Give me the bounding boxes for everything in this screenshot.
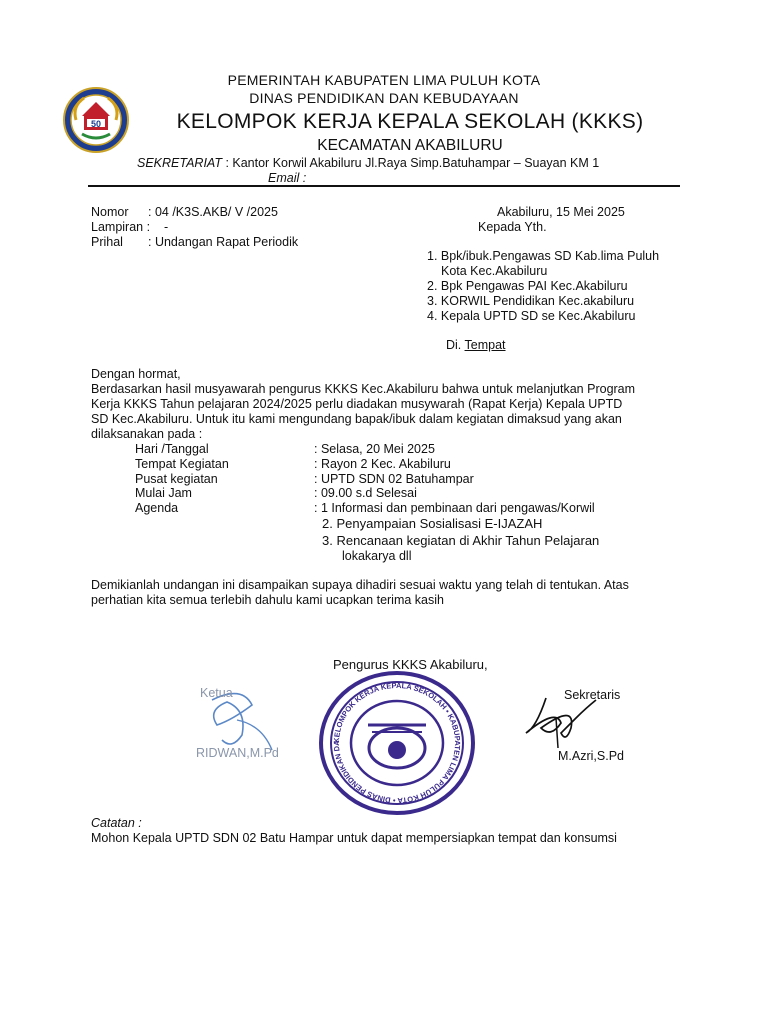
agenda-item: 2. Penyampaian Sosialisasi E-IJAZAH xyxy=(322,516,543,531)
recipient-line: 4. Kepala UPTD SD se Kec.Akabiluru xyxy=(427,309,636,323)
recipient-line: Kota Kec.Akabiluru xyxy=(441,264,548,278)
logo-number: 50 xyxy=(90,119,102,129)
header-government: PEMERINTAH KABUPATEN LIMA PULUH KOTA xyxy=(227,72,541,88)
di-tempat xyxy=(446,338,506,352)
stamp-ring-text: KELOMPOK KERJA KEPALA SEKOLAH • KABUPATEN LIMA PULUH KOTA • DINAS PENDIDIKAN DA xyxy=(331,680,463,806)
detail-label: Hari /Tanggal xyxy=(135,442,209,456)
recipient-line: 3. KORWIL Pendidikan Kec.akabiluru xyxy=(427,294,635,308)
greeting: Dengan hormat, xyxy=(91,367,181,381)
paragraph-line: Kerja KKKS Tahun pelajaran 2024/2025 perlu diadakan musywarah (Rapat Kerja) Kepala UPTD xyxy=(91,397,623,411)
secretariat-address: : Kantor Korwil Akabiluru Jl.Raya Simp.Batuhampar – Suayan KM 1 xyxy=(221,156,600,170)
agenda-item: 3. Rencanaan kegiatan di Akhir Tahun Pelajaran xyxy=(322,533,600,548)
paragraph-line: dilaksanakan pada : xyxy=(91,427,203,441)
header-department: DINAS PENDIDIKAN DAN KEBUDAYAAN xyxy=(249,90,519,106)
prihal-value: : Undangan Rapat Periodik xyxy=(148,235,299,249)
ketua-label: Ketua xyxy=(200,686,233,700)
detail-value: : UPTD SDN 02 Batuhampar xyxy=(314,472,474,486)
header-email: Email : xyxy=(268,171,307,185)
prihal-label: Prihal xyxy=(91,235,123,249)
detail-label: Pusat kegiatan xyxy=(135,472,218,486)
catatan-text: Mohon Kepala UPTD SDN 02 Batu Hampar untuk dapat mempersiapkan tempat dan konsumsi xyxy=(91,831,617,845)
detail-value: : 09.00 s.d Selesai xyxy=(314,486,417,500)
nomor-value: : 04 /K3S.AKB/ V /2025 xyxy=(148,205,278,219)
detail-label: Agenda xyxy=(135,501,179,515)
secretariat-label: SEKRETARIAT xyxy=(137,156,222,170)
signature-org: Pengurus KKKS Akabiluru, xyxy=(333,657,488,672)
detail-value: : Selasa, 20 Mei 2025 xyxy=(314,442,435,456)
catatan-label: Catatan : xyxy=(91,816,142,830)
closing-line: perhatian kita semua terlebih dahulu kami ucapkan terima kasih xyxy=(91,593,444,607)
agenda-item: lokakarya dll xyxy=(342,549,412,563)
paragraph-line: SD Kec.Akabiluru. Untuk itu kami mengundang bapak/ibuk dalam kegiatan dimaksud yang akan xyxy=(91,412,622,426)
lampiran-value: - xyxy=(164,220,169,234)
header-rule xyxy=(88,185,680,187)
recipient-line: 1. Bpk/ibuk.Pengawas SD Kab.lima Puluh xyxy=(427,249,660,263)
detail-label: Mulai Jam xyxy=(135,486,192,500)
header-district: KECAMATAN AKABILURU xyxy=(317,137,503,154)
detail-value: : 1 Informasi dan pembinaan dari pengawas/Korwil xyxy=(314,501,595,515)
header-organization: KELOMPOK KERJA KEPALA SEKOLAH (KKKS) xyxy=(176,110,644,133)
place-date: Akabiluru, 15 Mei 2025 xyxy=(497,205,625,219)
paragraph-line: Berdasarkan hasil musyawarah pengurus KKKS Kec.Akabiluru bahwa untuk melanjutkan Program xyxy=(91,382,636,396)
closing-line: Demikianlah undangan ini disampaikan supaya dihadiri sesuai waktu yang telah di tentukan. Atas xyxy=(91,578,629,592)
ketua-name: RIDWAN,M.Pd xyxy=(196,746,279,760)
sekretaris-name: M.Azri,S.Pd xyxy=(558,749,624,763)
tempat-word: Tempat xyxy=(464,338,506,352)
kepada-yth: Kepada Yth. xyxy=(478,220,547,234)
header-secretariat xyxy=(137,156,599,170)
lampiran-label: Lampiran : xyxy=(91,220,151,234)
recipient-line: 2. Bpk Pengawas PAI Kec.Akabiluru xyxy=(427,279,628,293)
detail-label: Tempat Kegiatan xyxy=(135,457,229,471)
di-prefix: Di. xyxy=(446,338,465,352)
sekretaris-label: Sekretaris xyxy=(564,688,621,702)
detail-value: : Rayon 2 Kec. Akabiluru xyxy=(314,457,451,471)
official-stamp xyxy=(318,670,476,816)
nomor-label: Nomor xyxy=(91,205,129,219)
